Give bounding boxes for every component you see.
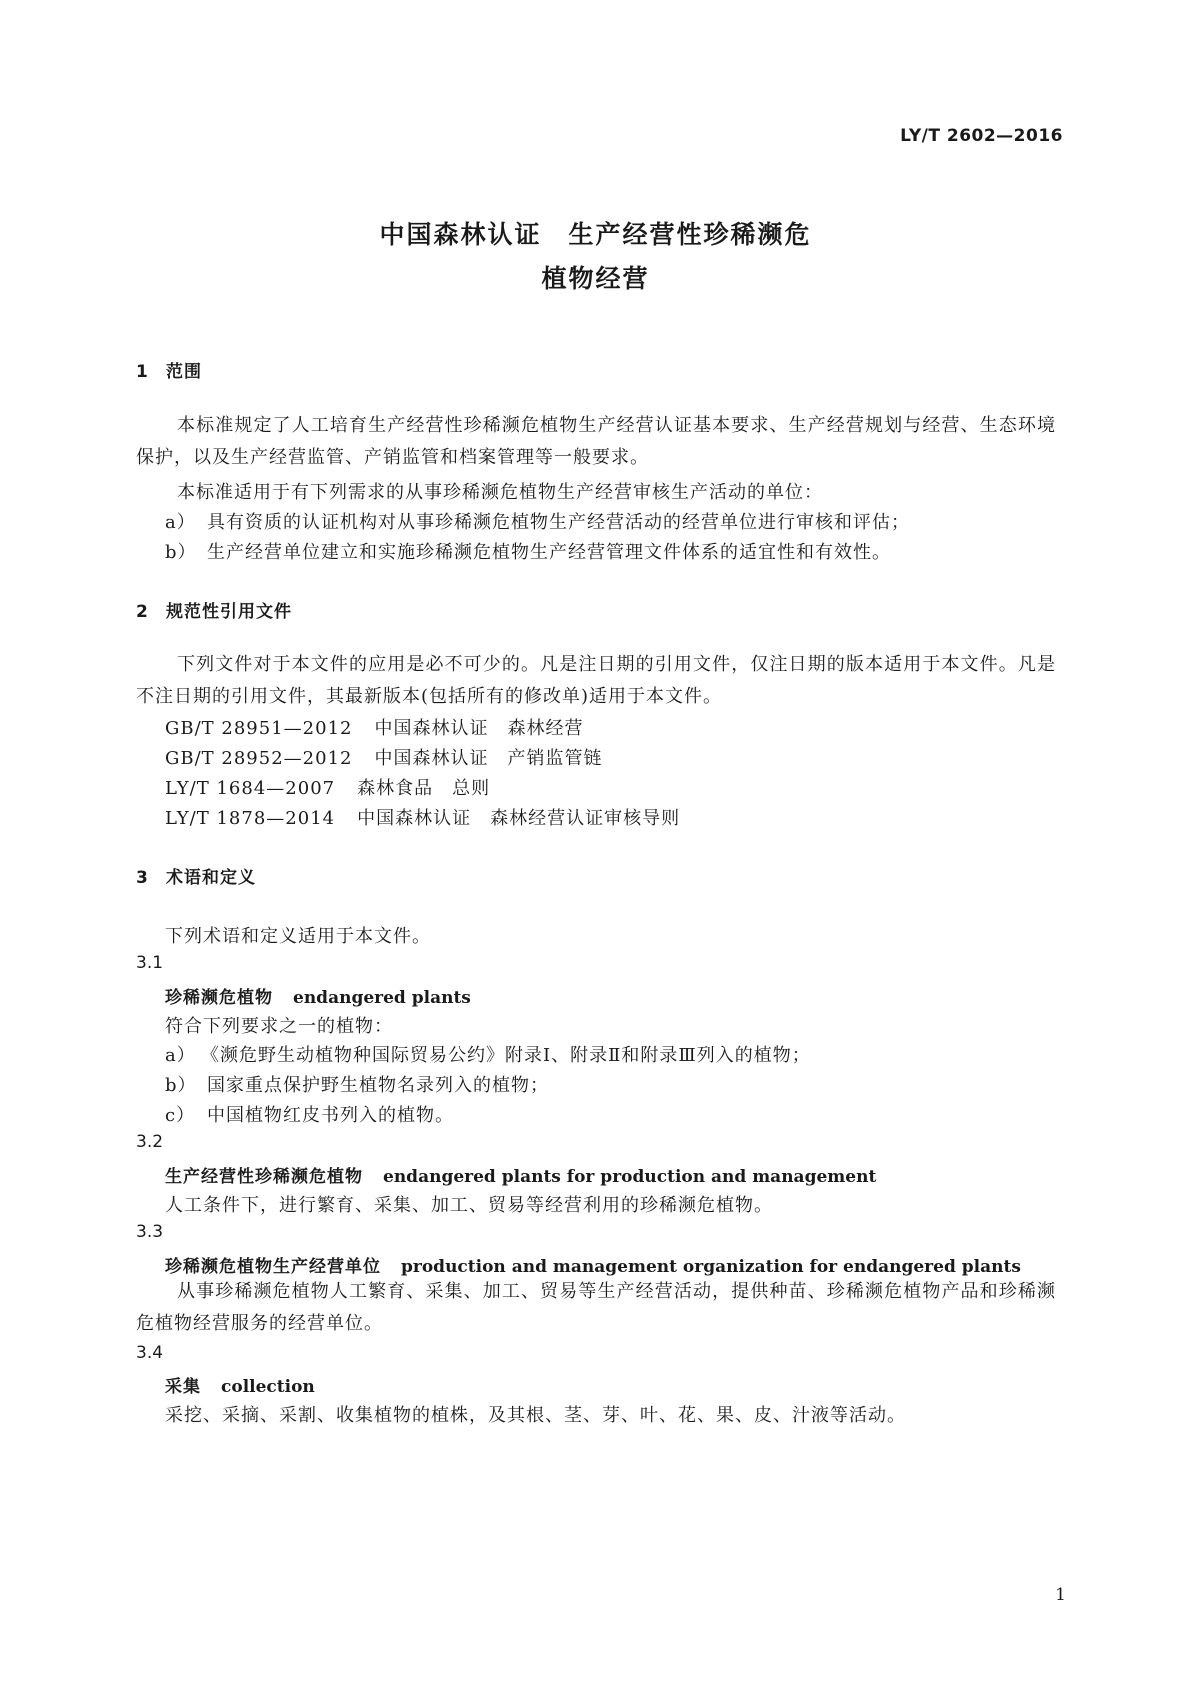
term-definition: 采挖、采摘、采割、收集植物的植株，及其根、茎、芽、叶、花、果、皮、汁液等活动。 xyxy=(165,1405,906,1426)
reference-code: GB/T 28951—2012 xyxy=(165,718,353,739)
list-item-label: c） xyxy=(165,1105,196,1126)
term-zh: 珍稀濒危植物 xyxy=(165,988,273,1008)
term-zh: 生产经营性珍稀濒危植物 xyxy=(165,1167,363,1187)
term-number: 3.2 xyxy=(136,1132,164,1152)
list-item-text: 中国植物红皮书列入的植物。 xyxy=(207,1105,454,1126)
list-item-text: 国家重点保护野生植物名录列入的植物； xyxy=(207,1075,549,1096)
term-zh: 珍稀濒危植物生产经营单位 xyxy=(165,1257,381,1277)
section-3-heading xyxy=(136,863,256,888)
section-title: 术语和定义 xyxy=(166,868,256,888)
section-number: 2 xyxy=(136,602,149,622)
list-item xyxy=(165,538,891,564)
list-item xyxy=(165,508,910,534)
list-item-label: b） xyxy=(165,1075,197,1096)
section-1-paragraph-1: 本标准规定了人工培育生产经营性珍稀濒危植物生产经营认证基本要求、生产经营规划与经营、生态环境保护，以及生产经营监管、产销监管和档案管理等一般要求。 xyxy=(136,415,1056,468)
section-1-heading xyxy=(136,357,202,382)
document-title-line2: 植物经营 xyxy=(541,264,650,293)
reference-title: 中国森林认证 森林经营认证审核导则 xyxy=(357,808,681,829)
term-definition: 人工条件下，进行繁育、采集、加工、贸易等经营利用的珍稀濒危植物。 xyxy=(165,1195,773,1216)
term-number: 3.1 xyxy=(136,953,164,973)
list-item-label: a） xyxy=(165,1045,196,1066)
term-heading xyxy=(165,1162,876,1187)
section-1-paragraph-2: 本标准适用于有下列需求的从事珍稀濒危植物生产经营审核生产活动的单位： xyxy=(177,482,823,503)
list-item-text: 《濒危野生动植物种国际贸易公约》附录Ⅰ、附录Ⅱ和附录Ⅲ列入的植物； xyxy=(201,1045,811,1066)
section-2-paragraph-1: 下列文件对于本文件的应用是必不可少的。凡是注日期的引用文件，仅注日期的版本适用于本文件。凡是不注日期的引用文件，其最新版本(包括所有的修改单)适用于本文件。 xyxy=(136,654,1056,707)
term-en: endangered plants xyxy=(293,988,471,1008)
list-item-label: b） xyxy=(165,542,197,563)
reference-title: 森林食品 总则 xyxy=(357,778,491,799)
reference-item xyxy=(165,714,583,740)
reference-title: 中国森林认证 森林经营 xyxy=(374,718,584,739)
term-number: 3.4 xyxy=(136,1343,164,1363)
term-definition: 从事珍稀濒危植物人工繁育、采集、加工、贸易等生产经营活动，提供种苗、珍稀濒危植物产品和珍稀濒危植物经营服务的经营单位。 xyxy=(136,1281,1056,1334)
section-number: 3 xyxy=(136,868,149,888)
reference-code: GB/T 28952—2012 xyxy=(165,748,353,769)
term-heading xyxy=(165,983,471,1008)
list-item-label: a） xyxy=(165,512,196,533)
term-en: production and management organization for endangered plants xyxy=(401,1257,1021,1277)
term-definition: 符合下列要求之一的植物： xyxy=(165,1016,393,1037)
reference-item xyxy=(165,774,490,800)
list-item xyxy=(165,1071,549,1097)
list-item xyxy=(165,1041,811,1067)
reference-item xyxy=(165,804,680,830)
reference-code: LY/T 1878—2014 xyxy=(165,808,336,829)
list-item xyxy=(165,1101,454,1127)
standard-code: LY/T 2602—2016 xyxy=(900,126,1063,146)
list-item-text: 具有资质的认证机构对从事珍稀濒危植物生产经营活动的经营单位进行审核和评估； xyxy=(207,512,910,533)
reference-item xyxy=(165,744,602,770)
reference-code: LY/T 1684—2007 xyxy=(165,778,336,799)
term-en: collection xyxy=(221,1377,315,1397)
list-item-text: 生产经营单位建立和实施珍稀濒危植物生产经营管理文件体系的适宜性和有效性。 xyxy=(207,542,891,563)
term-en: endangered plants for production and management xyxy=(383,1167,877,1187)
section-3-intro: 下列术语和定义适用于本文件。 xyxy=(165,926,431,947)
section-2-heading xyxy=(136,597,292,622)
section-title: 规范性引用文件 xyxy=(166,602,292,622)
term-heading xyxy=(165,1252,1021,1277)
section-title: 范围 xyxy=(166,362,202,382)
document-title-line1: 中国森林认证 生产经营性珍稀濒危 xyxy=(379,220,812,249)
page-number: 1 xyxy=(1055,1585,1066,1605)
term-zh: 采集 xyxy=(165,1377,201,1397)
reference-title: 中国森林认证 产销监管链 xyxy=(374,748,603,769)
section-number: 1 xyxy=(136,362,149,382)
term-number: 3.3 xyxy=(136,1222,164,1242)
term-heading xyxy=(165,1372,315,1397)
